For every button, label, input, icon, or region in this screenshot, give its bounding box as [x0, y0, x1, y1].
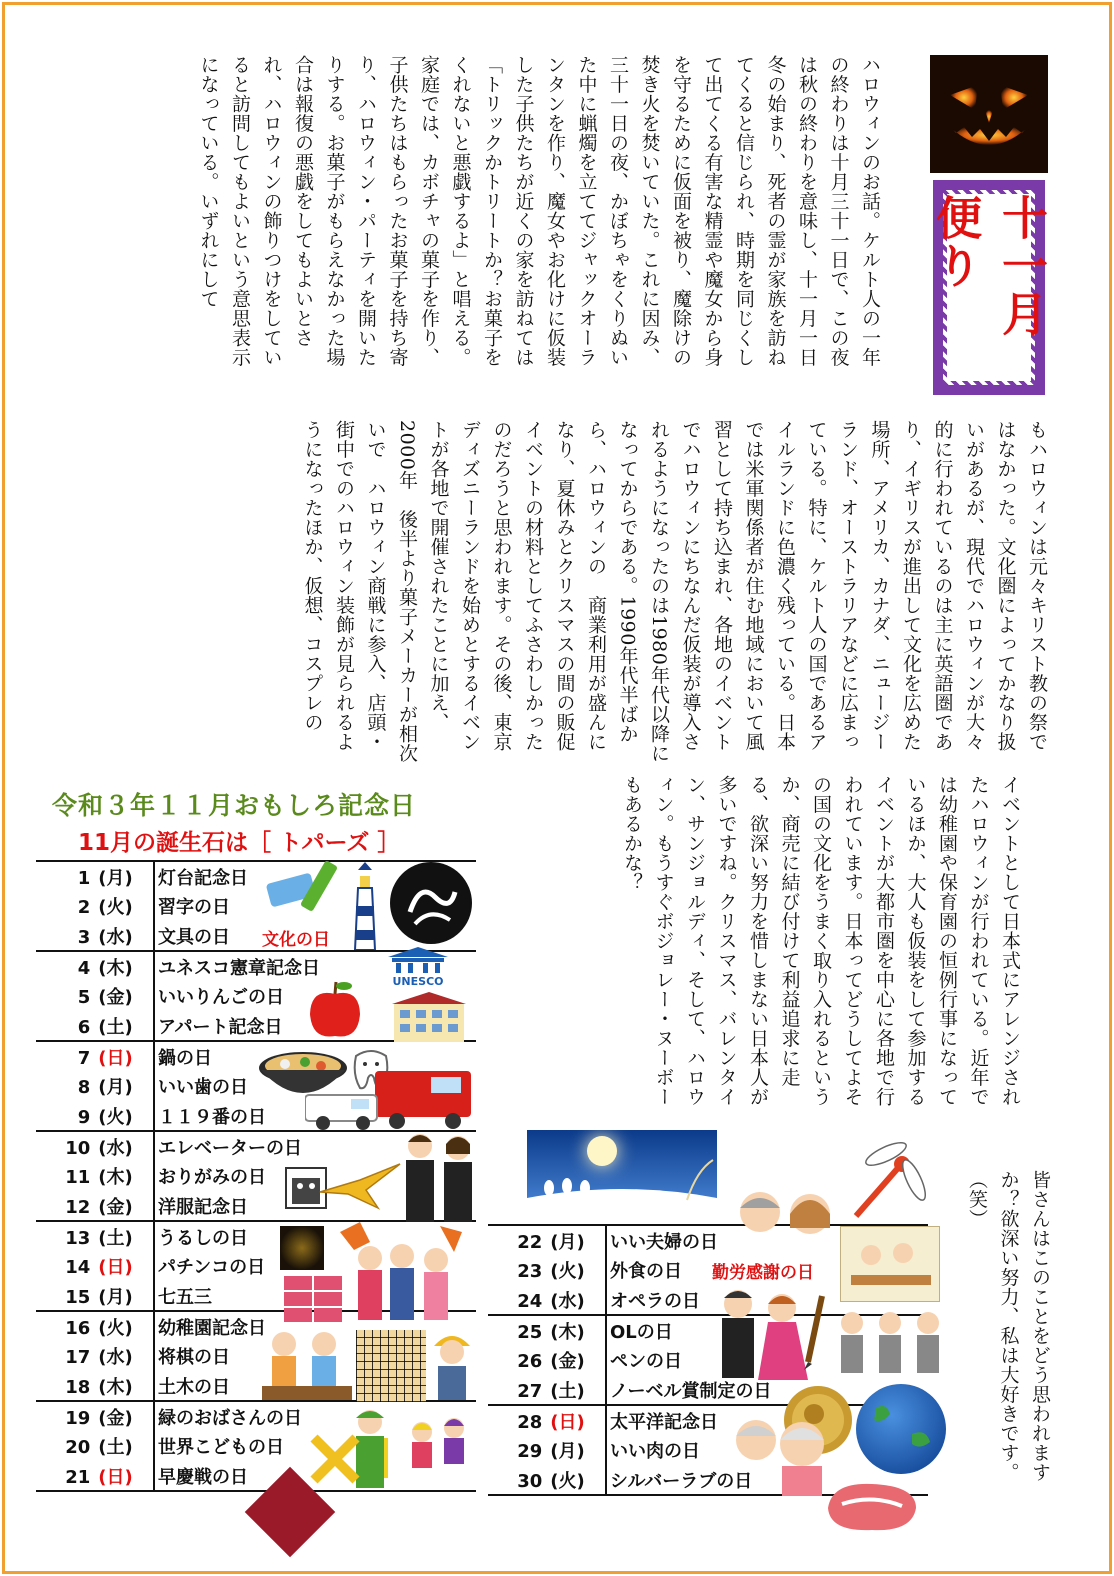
- calendar-date-cell: [36, 1371, 154, 1401]
- calendar-weekday: (木): [98, 957, 133, 979]
- calendar-commemoration: 太平洋記念日: [606, 1405, 928, 1435]
- calendar-commemoration: １１９番の日: [158, 1106, 266, 1128]
- opera-singers-illustration: [712, 1282, 812, 1382]
- calendar-date-cell: [36, 921, 154, 951]
- event-article: [545, 775, 1025, 1120]
- calendar-commemoration: 習字の日: [158, 897, 230, 918]
- calendar-date-cell: [36, 1041, 154, 1071]
- calendar-date-cell: [36, 861, 154, 891]
- intro-article: [55, 55, 885, 375]
- calendar-date-cell: [36, 1311, 154, 1341]
- calendar-commemoration: ペンの日: [610, 1351, 682, 1372]
- calendar-weekday: (月): [98, 1077, 133, 1098]
- calendar-date-cell: [488, 1435, 606, 1465]
- calendar-commemoration: 世界こどもの日: [158, 1437, 284, 1458]
- calendar-commemoration: エレベーターの日: [154, 1131, 476, 1161]
- calendar-weekday: (月): [98, 867, 133, 889]
- calendar-weekday: (水): [98, 1137, 133, 1159]
- calendar-date-cell: [36, 1011, 154, 1041]
- calendar-weekday: (火): [98, 897, 133, 918]
- calendar-day-number: 3: [77, 926, 91, 948]
- calendar-day-number: 18: [65, 1376, 91, 1398]
- closing-remark: [955, 1170, 1055, 1510]
- calendar-date-cell: [36, 1461, 154, 1491]
- calendar-date-cell: [488, 1345, 606, 1375]
- calendar-commemoration: うるしの日: [154, 1221, 476, 1251]
- calendar-weekday: (土): [98, 1437, 133, 1458]
- calendar-commemoration: いい肉の日: [610, 1441, 700, 1462]
- calendar-day-number: 27: [517, 1380, 543, 1402]
- svg-text:UNESCO: UNESCO: [392, 975, 444, 987]
- closing-paragraph: 皆さんはこのことをどう思われますか？欲深い努力、私は大好きです。（笑）: [966, 1170, 1051, 1482]
- suit-couple-illustration: [398, 1130, 478, 1224]
- calendar-day-number: 17: [65, 1347, 91, 1368]
- calendar-commemoration: ユネスコ憲章記念日: [154, 951, 476, 981]
- calendar-commemoration: いいりんごの日: [158, 987, 284, 1008]
- calendar-commemoration: 早慶戦の日: [154, 1461, 476, 1491]
- calendar-date-cell: [488, 1465, 606, 1495]
- calendar-weekday: (水): [98, 926, 133, 948]
- calendar-day-number: 4: [77, 957, 91, 979]
- calendar-weekday: (金): [550, 1351, 585, 1372]
- birthstone-label: 11月の誕生石は［ トパーズ ］: [78, 830, 401, 856]
- calendar-date-cell: [488, 1225, 606, 1255]
- calendar-day-number: 21: [65, 1466, 91, 1488]
- calendar-weekday: (土): [98, 1016, 133, 1038]
- calendar-commemoration: 七五三: [158, 1286, 212, 1308]
- dining-family-illustration: [840, 1226, 940, 1302]
- event-paragraph: イベントとして日本式にアレンジされたハロウィンが行われている。近年では幼稚園や保育園の恒例行事になっているほか、大人も仮装をして参加するイベントが大都市圏を中心に各地で行われています。日本ってどうしてよその国の文化をうまく取り入れるというか、商売に結び付けて利益追求に走る、欲深い努力を惜しまない日本人が多いですね。クリスマス、バレンタイン、サンジョルディ、そして、ハロウィン。もうすぐボジョレー・ヌーボーもあるかな？: [621, 775, 1021, 1107]
- calendar-commemoration: オペラの日: [610, 1290, 700, 1312]
- calendar-date-cell: [488, 1315, 606, 1345]
- lighthouse-illustration: [350, 862, 380, 950]
- calendar-day-number: 25: [517, 1321, 543, 1343]
- calendar-day-number: 13: [65, 1227, 91, 1249]
- calendar-weekday: (月): [98, 1286, 133, 1308]
- calendar-date-cell: [488, 1375, 606, 1405]
- calendar-commemoration: おりがみの日: [158, 1167, 266, 1188]
- calendar-weekday: (火): [98, 1317, 133, 1339]
- calendar-date-cell: [36, 1401, 154, 1431]
- calendar-commemoration: 外食の日: [610, 1261, 682, 1282]
- calendar-date-cell: [36, 1281, 154, 1311]
- calendar-day-number: 14: [65, 1257, 91, 1278]
- calendar-title: 令和３年１１月おもしろ記念日: [52, 791, 417, 820]
- calendar-day-number: 10: [65, 1137, 91, 1159]
- couple-illustration: [730, 1188, 840, 1246]
- calendar-date-cell: [36, 1431, 154, 1461]
- calendar-day-number: 24: [517, 1290, 543, 1312]
- calendar-date-cell: [36, 981, 154, 1011]
- thank-you-logo: [390, 862, 472, 944]
- pachinko-boxes-illustration: [282, 1272, 346, 1326]
- shichigosan-kids-illustration: [340, 1222, 466, 1322]
- calendar-day-number: 28: [517, 1411, 543, 1433]
- calendar-date-cell: [36, 1071, 154, 1101]
- calendar-day-number: 11: [65, 1167, 91, 1188]
- origami-crane-illustration: [318, 1150, 402, 1210]
- calendar-day-number: 8: [77, 1077, 91, 1098]
- calendar-date-cell: [488, 1405, 606, 1435]
- calendar-commemoration: 将棋の日: [158, 1347, 230, 1368]
- calendar-commemoration: シルバーラブの日: [606, 1465, 928, 1495]
- calendar-day-number: 1: [77, 867, 91, 889]
- page-title: 十一月便り: [947, 194, 1031, 381]
- shogi-board-illustration: [356, 1330, 426, 1402]
- dragonfly-illustration: [846, 1140, 926, 1222]
- calendar-day-number: 20: [65, 1437, 91, 1458]
- fire-truck-ambulance-illustration: [305, 1065, 475, 1131]
- calendar-commemoration: 洋服記念日: [158, 1196, 248, 1218]
- calendar-weekday: (日): [98, 1466, 133, 1488]
- calendar-date-cell: [36, 951, 154, 981]
- calendar-weekday: (水): [550, 1290, 585, 1312]
- calendar-commemoration: 鍋の日: [154, 1041, 476, 1071]
- culture-day-label: 文化の日: [262, 930, 330, 950]
- calendar-day-number: 23: [517, 1261, 543, 1282]
- calendar-weekday: (金): [98, 1196, 133, 1218]
- pen-illustration: [800, 1292, 830, 1372]
- lacquer-illustration: [280, 1226, 324, 1270]
- calendar-weekday: (日): [550, 1411, 585, 1433]
- calendar-weekday: (日): [98, 1257, 133, 1278]
- calendar-weekday: (月): [550, 1441, 585, 1462]
- calendar-day-number: 26: [517, 1351, 543, 1372]
- crossed-bats-illustration: [310, 1434, 360, 1484]
- calendar-weekday: (月): [550, 1231, 585, 1253]
- calendar-commemoration: 幼稚園記念日: [154, 1311, 476, 1341]
- calendar-weekday: (木): [98, 1376, 133, 1398]
- calendar-date-cell: [36, 1161, 154, 1191]
- calendar-weekday: (金): [98, 1407, 133, 1429]
- calendar-weekday: (土): [98, 1227, 133, 1249]
- title-banner: [929, 180, 1049, 395]
- calendar-date-cell: [488, 1255, 606, 1285]
- calendar-commemoration: いい夫婦の日: [606, 1225, 928, 1255]
- calendar-date-cell: [36, 1221, 154, 1251]
- calendar-date-cell: [36, 891, 154, 921]
- calendar-date-cell: [36, 1101, 154, 1131]
- calendar-day-number: 15: [65, 1286, 91, 1308]
- apartment-illustration: [390, 990, 468, 1042]
- calendar-weekday: (水): [98, 1347, 133, 1368]
- calendar-date-cell: [488, 1285, 606, 1315]
- calendar-weekday: (木): [550, 1321, 585, 1343]
- calendar-day-number: 5: [77, 987, 91, 1008]
- meat-illustration: [822, 1478, 922, 1536]
- calendar-day-number: 19: [65, 1407, 91, 1429]
- kindergarten-kids-illustration: [262, 1326, 352, 1402]
- calendar-date-cell: [36, 1251, 154, 1281]
- moonlit-rabbits-illustration: [527, 1130, 717, 1210]
- calendar-day-number: 6: [77, 1016, 91, 1038]
- calendar-day-number: 12: [65, 1196, 91, 1218]
- calendar-commemoration: 文具の日: [158, 926, 230, 948]
- calendar-weekday: (金): [98, 987, 133, 1008]
- labor-thanksgiving-label: 勤労感謝の日: [712, 1263, 814, 1283]
- calendar-day-number: 29: [517, 1441, 543, 1462]
- calendar-day-number: 2: [77, 897, 91, 918]
- calendar-commemoration: パチンコの日: [158, 1257, 266, 1278]
- calendar-day-number: 16: [65, 1317, 91, 1339]
- senior-couple-illustration: [728, 1410, 834, 1500]
- history-paragraph: もハロウィンは元々キリスト教の祭ではなかった。文化圏によってかなり扱いがあるが、現代でハロウィンが大々的に行われているのは主に英語圏であり、イギリスが進出して文化を広めた場所、アメリカ、カナダ、ニュージーランド、オーストラリアなどに広まっている。特に、ケルト人の国であるアイルランドに色濃く残っている。日本では米軍関係者が住む地域において風習として持ち込まれ、各地のイベントでハロウィンにちなんだ仮装が導入されるようになったのは1980年代以降になってからである。1990年代半ばから、ハロウィンの 商業利用が盛んになり、夏休みとクリスマスの間の販促イベントの材料としてふさわしかったのだろうと思われます。その後、東京ディズニーランドを始めとするイベントが各地で開催されたことに加え、2000年 後半より菓子メーカーが相次いで ハロウィン商戦に参入、店頭・街中でのハロウィン装飾が見られるようになったほか、仮想、コスプレの: [301, 420, 1048, 763]
- calendar-commemoration: いい歯の日: [158, 1077, 248, 1098]
- unesco-logo: [378, 945, 458, 987]
- calendar-weekday: (火): [550, 1261, 585, 1282]
- jack-o-lantern-image: [930, 55, 1048, 173]
- calendar-commemoration: OLの日: [606, 1315, 928, 1345]
- calendar-weekday: (火): [98, 1106, 133, 1128]
- calendar-commemoration: アパート記念日: [158, 1016, 283, 1038]
- calendar-date-cell: [36, 1341, 154, 1371]
- calendar-weekday: (土): [550, 1380, 585, 1402]
- calendar-weekday: (火): [550, 1470, 585, 1492]
- calendar-day-number: 22: [517, 1231, 543, 1253]
- apple-illustration: [306, 980, 364, 1042]
- calendar-commemoration: ノーベル賞制定の日: [610, 1380, 772, 1402]
- calendar-weekday: (木): [98, 1167, 133, 1188]
- calendar-day-number: 30: [517, 1470, 543, 1492]
- calendar-weekday: (日): [98, 1047, 133, 1069]
- intro-paragraph: ハロウィンのお話。ケルト人の一年の終わりは十月三十一日で、この夜は秋の終わりを意味し、十一月一日冬の始まり、死者の霊が家族を訪ねてくると信じられ、時期を同じくして出てくる有害な精霊や魔女から身を守るために仮面を被り、魔除けの焚き火を焚いていた。これに因み、三十一日の夜、かぼちゃをくりぬいた中に蝋燭を立ててジャックオーランタンを作り、魔女やお化けに仮装した子供たちが近くの家を訪ねては「トリックかトリートか？お菓子をくれないと悪戯するよ」と唱える。家庭では、カボチャの菓子を作り、子供たちはもらったお菓子を持ち寄り、ハロウィン・パーティを開いたりする。お菓子がもらえなかった場合は報復の悪戯をしてもよいとされ、ハロウィンの飾りつけをしていると訪問してもよいという意思表示になっている。いずれにして: [197, 55, 881, 367]
- calendar-commemoration: 灯台記念日: [154, 861, 476, 891]
- calendar-commemoration: 土木の日: [158, 1376, 230, 1398]
- office-ladies-illustration: [832, 1305, 950, 1375]
- calendar-date-cell: [36, 1191, 154, 1221]
- globe-pacific-illustration: [856, 1384, 946, 1474]
- calendar-day-number: 9: [77, 1106, 91, 1128]
- calendar-date-cell: [36, 1131, 154, 1161]
- construction-worker-illustration: [428, 1330, 476, 1402]
- calendar-day-number: 7: [77, 1047, 91, 1069]
- calendar-commemoration: 緑のおばさんの日: [154, 1401, 476, 1431]
- children-illustration: [404, 1412, 474, 1488]
- history-article: [62, 420, 1052, 765]
